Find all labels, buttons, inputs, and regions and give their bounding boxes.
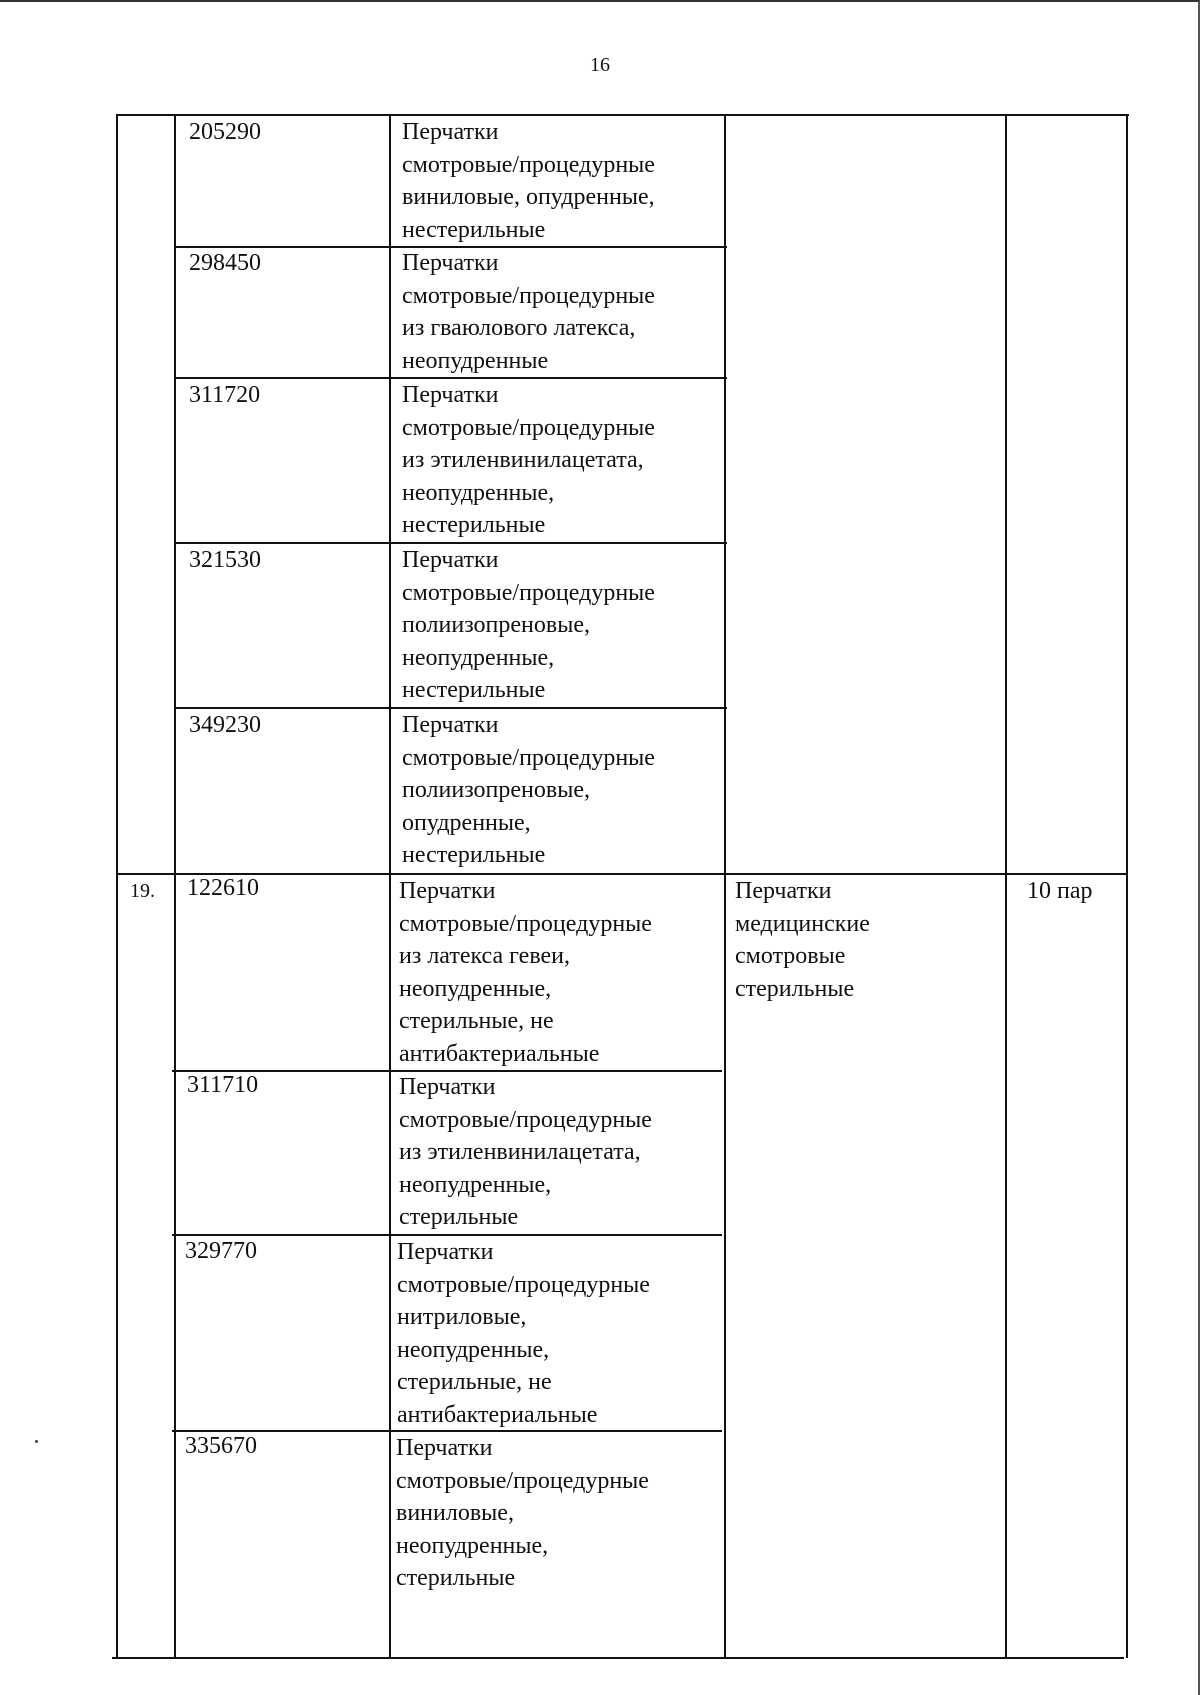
table-column-divider — [389, 114, 391, 1658]
row-number: 19. — [130, 880, 155, 902]
product-name: Перчатки медицинские смотровые стерильные — [735, 878, 870, 1002]
product-description: Перчатки смотровые/процедурные из латекса гевеи, неопудренные, стерильные, не антибактериальные — [399, 878, 652, 1067]
product-description: Перчатки смотровые/процедурные нитриловые, неопудренные, стерильные, не антибактериальные — [397, 1239, 650, 1428]
product-code: 205290 — [189, 119, 261, 145]
product-code: 329770 — [185, 1238, 257, 1264]
product-code: 298450 — [189, 250, 261, 276]
product-code: 122610 — [187, 875, 259, 901]
table-left-border — [116, 114, 118, 1658]
product-code: 311710 — [187, 1072, 259, 1098]
product-code: 311720 — [189, 382, 261, 408]
table-column-divider — [174, 114, 176, 1658]
table-right-border — [1126, 114, 1128, 1658]
product-description: Перчатки смотровые/процедурные виниловые, неопудренные, стерильные — [396, 1435, 649, 1591]
table-bottom-border — [112, 1657, 1124, 1659]
product-description: Перчатки смотровые/процедурные из этиленвинилацетата, неопудренные, стерильные — [399, 1074, 652, 1230]
product-description: Перчатки смотровые/процедурные виниловые, опудренные, нестерильные — [402, 119, 655, 243]
product-code: 335670 — [185, 1433, 257, 1459]
table-column-divider — [724, 114, 726, 1658]
product-description: Перчатки смотровые/процедурные из гваюлового латекса, неопудренные — [402, 250, 655, 374]
product-description: Перчатки смотровые/процедурные полиизопреновые, неопудренные, нестерильные — [402, 547, 655, 703]
product-description: Перчатки смотровые/процедурные из этиленвинилацетата, неопудренные, нестерильные — [402, 382, 655, 538]
page-number: 16 — [590, 54, 610, 76]
product-description: Перчатки смотровые/процедурные полиизопреновые, опудренные, нестерильные — [402, 712, 655, 868]
product-code: 349230 — [189, 712, 261, 738]
product-code: 321530 — [189, 547, 261, 573]
scan-speck — [35, 1440, 38, 1443]
table-column-divider — [1005, 114, 1007, 1658]
quantity: 10 пар — [1027, 878, 1093, 904]
